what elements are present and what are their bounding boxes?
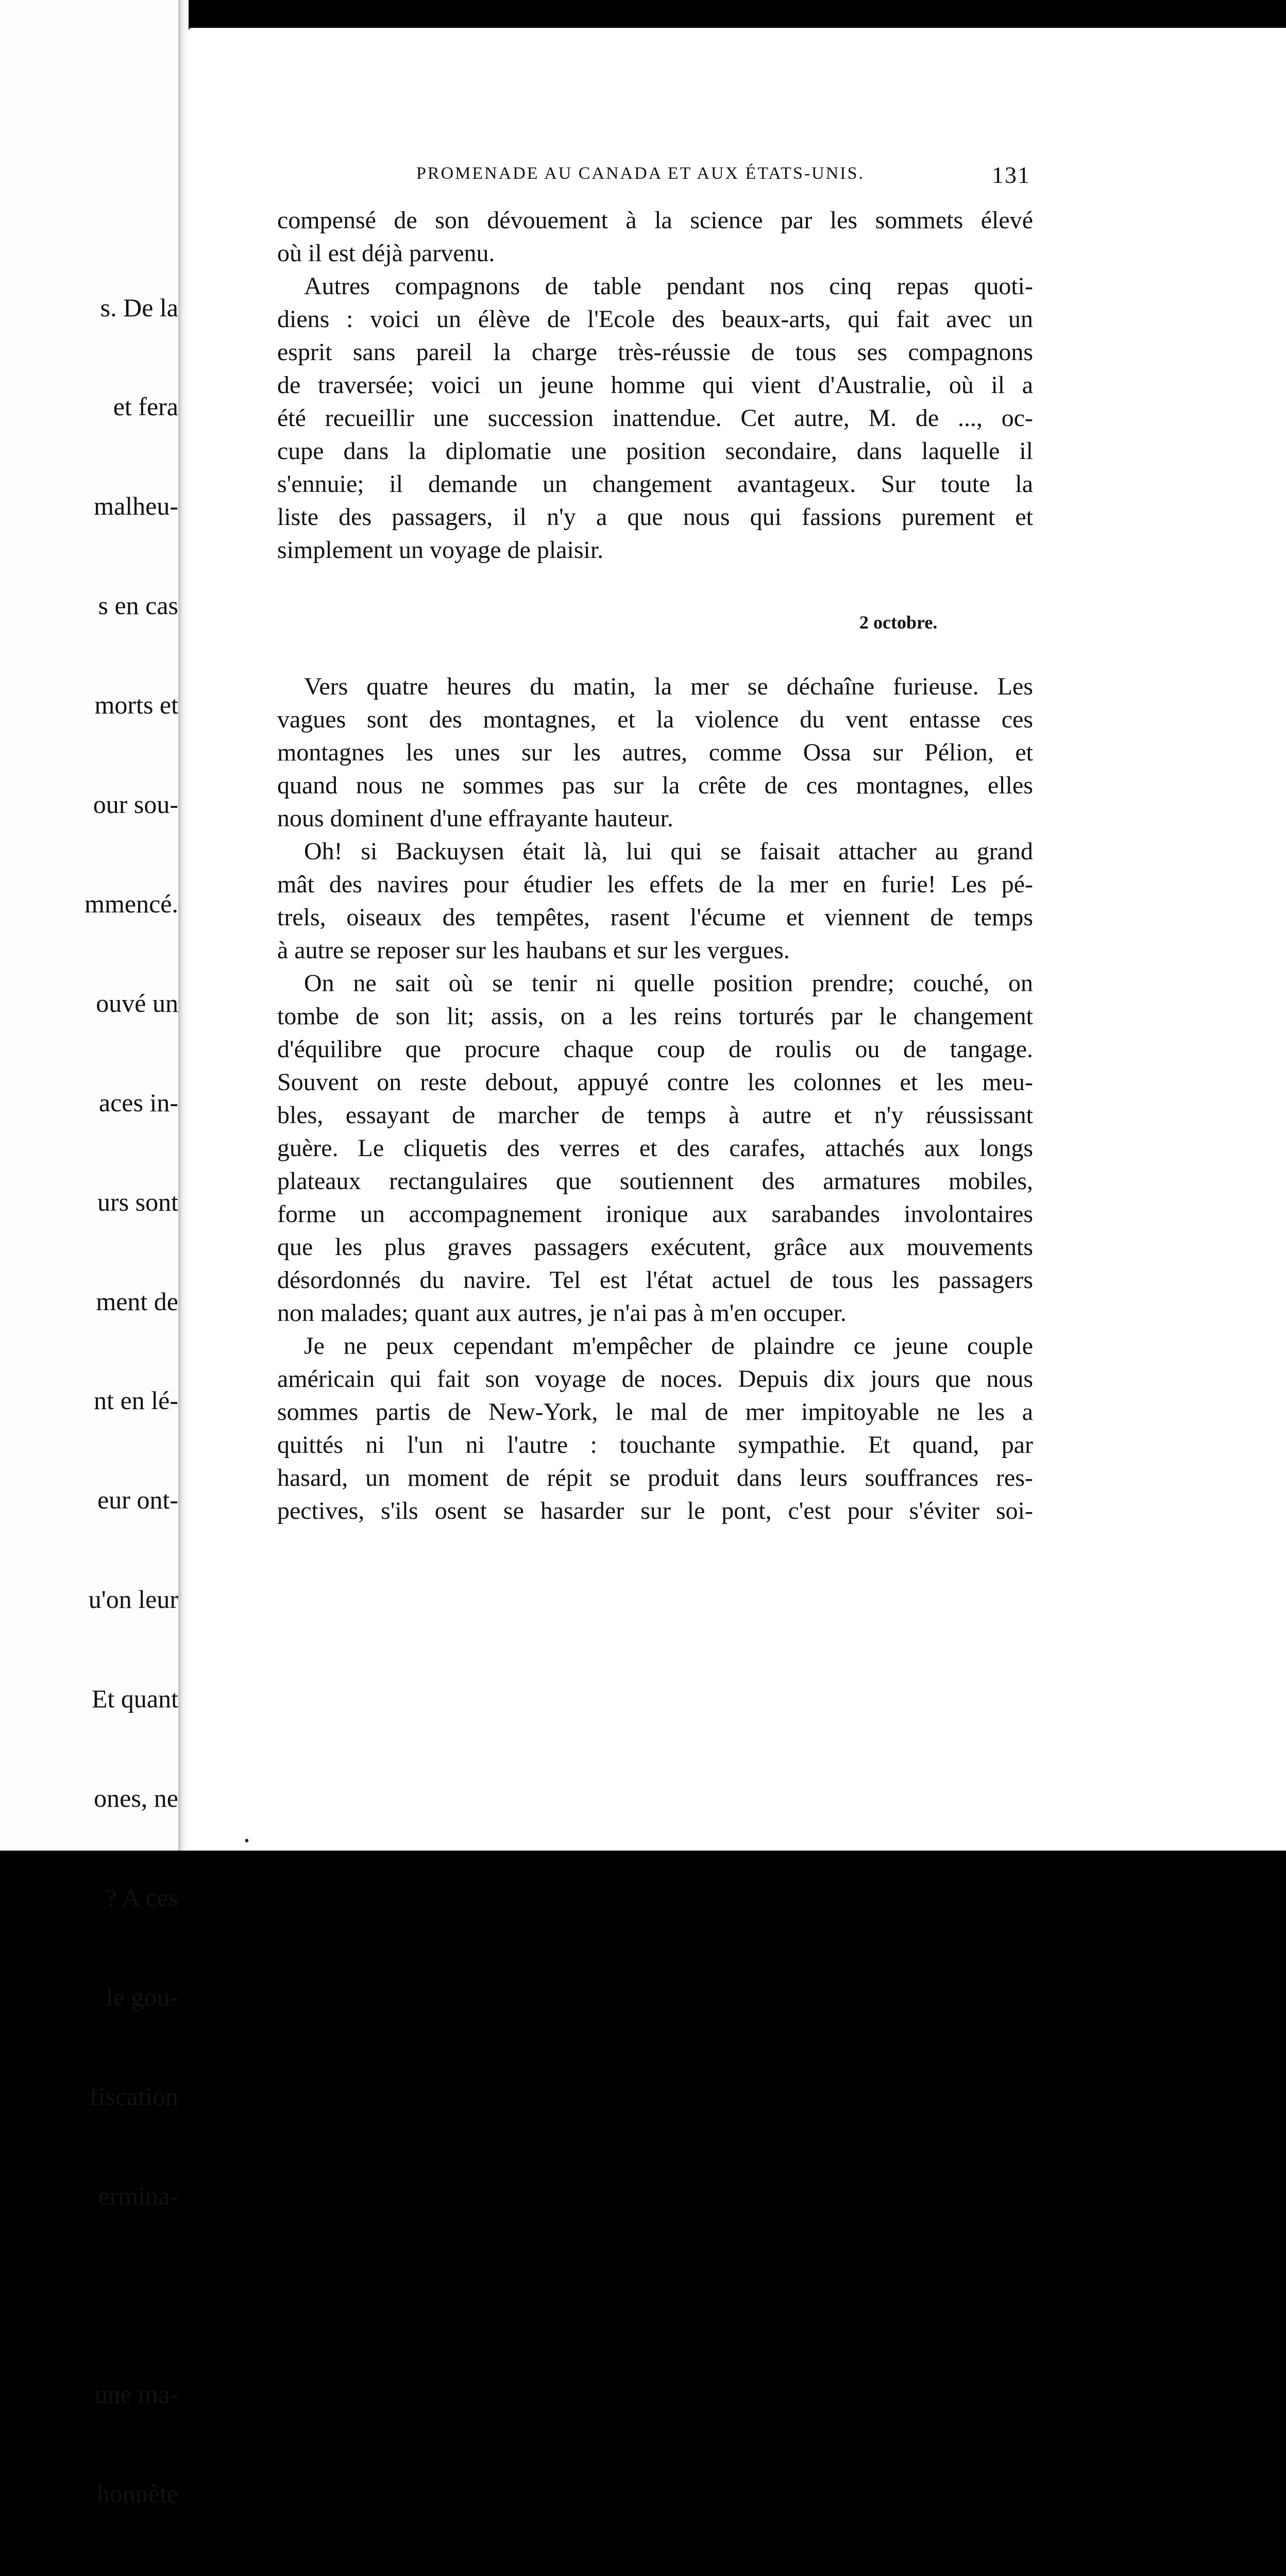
- text-line: liste des passagers, il n'y a que nous qui fassions purement et: [277, 503, 1033, 531]
- left-line: malheu-: [94, 492, 178, 521]
- left-line: ermina-: [98, 2181, 178, 2210]
- left-line: our sou-: [93, 790, 178, 819]
- page-number: 131: [992, 162, 1030, 188]
- text-line: vagues sont des montagnes, et la violence du vent entasse ces: [277, 706, 1033, 733]
- text-line: forme un accompagnement ironique aux sarabandes involontaires: [277, 1200, 1033, 1228]
- text-line: esprit sans pareil la charge très-réussie de tous ses compagnons: [277, 338, 1033, 366]
- left-line: s. De la: [100, 293, 178, 322]
- left-line: une ma-: [94, 2380, 178, 2409]
- text-line: Autres compagnons de table pendant nos cinq repas quoti-: [304, 273, 1033, 300]
- text-line: sommes partis de New-York, le mal de mer impitoyable ne les a: [277, 1398, 1033, 1426]
- left-line: s en cas: [98, 591, 178, 620]
- text-line: Je ne peux cependant m'empêcher de plaindre ce jeune couple: [304, 1332, 1033, 1360]
- left-line: morts et: [94, 690, 178, 720]
- text-line: où il est déjà parvenu.: [277, 240, 495, 267]
- text-line: Souvent on reste debout, appuyé contre les colonnes et les meu-: [277, 1069, 1033, 1096]
- text-line: trels, oiseaux des tempêtes, rasent l'écume et viennent de temps: [277, 904, 1033, 931]
- text-line: que les plus graves passagers exécutent, grâce aux mouvements: [277, 1233, 1033, 1261]
- text-line: mât des navires pour étudier les effets de la mer en furie! Les pé-: [277, 871, 1033, 898]
- text-line: nous dominent d'une effrayante hauteur.: [277, 805, 673, 832]
- text-line: simplement un voyage de plaisir.: [277, 536, 604, 564]
- left-line: le gou-: [106, 1982, 178, 2011]
- left-line: aces in-: [98, 1088, 178, 1117]
- scan-speck-mark: •: [244, 1833, 249, 1849]
- text-line: Vers quatre heures du matin, la mer se déchaîne furieuse. Les: [304, 673, 1033, 700]
- left-line: ? A ces: [105, 1883, 178, 1912]
- text-line: non malades; quant aux autres, je n'ai pas à m'en occuper.: [277, 1299, 847, 1327]
- text-line: cupe dans la diplomatie une position secondaire, dans laquelle il: [277, 437, 1033, 465]
- text-line: de traversée; voici un jeune homme qui vient d'Australie, où il a: [277, 371, 1033, 399]
- text-line: Oh! si Backuysen était là, lui qui se faisait attacher au grand: [304, 838, 1033, 865]
- text-line: à autre se reposer sur les haubans et sur les vergues.: [277, 937, 790, 964]
- left-line: nt en lé-: [94, 1386, 178, 1415]
- diary-date: 2 octobre.: [859, 612, 938, 633]
- text-line: s'ennuie; il demande un changement avantageux. Sur toute la: [277, 470, 1033, 498]
- left-line: ouvé un: [96, 988, 178, 1018]
- text-line: été recueillir une succession inattendue. Cet autre, M. de ..., oc-: [277, 404, 1033, 432]
- left-page-fragment: [0, 0, 178, 2509]
- left-line: et fera: [113, 392, 178, 421]
- text-line: compensé de son dévouement à la science par les sommets élevé: [277, 207, 1033, 234]
- text-line: quittés ni l'un ni l'autre : touchante sympathie. Et quand, par: [277, 1431, 1033, 1459]
- text-line: américain qui fait son voyage de noces. Depuis dix jours que nous: [277, 1365, 1033, 1393]
- text-line: On ne sait où se tenir ni quelle position prendre; couché, on: [304, 970, 1033, 997]
- left-line: ment de: [96, 1286, 178, 1316]
- left-line: [84, 2278, 178, 2311]
- text-line: guère. Le cliquetis des verres et des carafes, attachés aux longs: [277, 1134, 1033, 1162]
- text-line: désordonnés du navire. Tel est l'état actuel de tous les passagers: [277, 1266, 1033, 1294]
- text-line: plateaux rectangulaires que soutiennent des armatures mobiles,: [277, 1167, 1033, 1195]
- left-line: ones, ne: [94, 1783, 178, 1812]
- left-line: eur ont-: [97, 1485, 178, 1515]
- text-line: quand nous ne sommes pas sur la crête de ces montagnes, elles: [277, 772, 1033, 799]
- book-gutter: [178, 0, 189, 1851]
- left-line: mmencé.: [84, 889, 178, 918]
- text-line: bles, essayant de marcher de temps à autre et n'y réussissant: [277, 1101, 1033, 1129]
- left-line: honnête: [96, 2479, 178, 2509]
- running-head: PROMENADE AU CANADA ET AUX ÉTATS-UNIS.: [416, 164, 865, 183]
- left-line: Et quant: [91, 1684, 178, 1714]
- left-line: fiscation: [89, 2081, 178, 2111]
- text-line: montagnes les unes sur les autres, comme Ossa sur Pélion, et: [277, 739, 1033, 766]
- left-page-text: [84, 225, 178, 2576]
- left-line: urs sont: [97, 1187, 178, 1216]
- text-line: d'équilibre que procure chaque coup de roulis ou de tangage.: [277, 1036, 1033, 1063]
- text-line: tombe de son lit; assis, on a les reins torturés par le changement: [277, 1003, 1033, 1030]
- left-line: u'on leur: [88, 1585, 178, 1614]
- text-line: pectives, s'ils osent se hasarder sur le pont, c'est pour s'éviter soi-: [277, 1497, 1033, 1524]
- text-line: hasard, un moment de répit se produit dans leurs souffrances res-: [277, 1464, 1033, 1492]
- text-line: diens : voici un élève de l'Ecole des beaux-arts, qui fait avec un: [277, 306, 1033, 333]
